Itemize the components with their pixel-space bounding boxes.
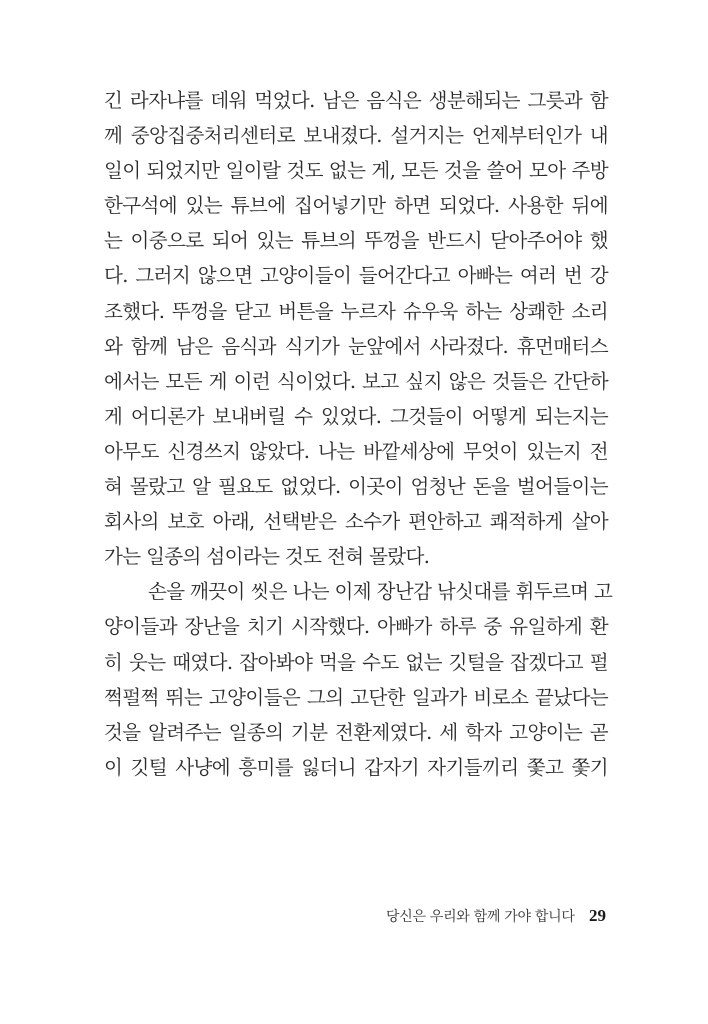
paragraph-2 — [104, 574, 613, 785]
text-line: 다. 그러지 않으면 고양이들이 들어간다고 아빠는 여러 번 강 — [104, 264, 608, 288]
text-line: 아무도 신경쓰지 않았다. 나는 바깥세상에 무엇이 있는지 전 — [104, 439, 608, 463]
page-number: 29 — [589, 906, 606, 925]
text-line: 것을 알려주는 일종의 기분 전환제였다. 세 학자 고양이는 곧 — [104, 720, 608, 744]
text-line: 와 함께 남은 음식과 식기가 눈앞에서 사라졌다. 휴먼매터스 — [104, 334, 608, 358]
page-footer — [386, 906, 606, 926]
text-line: 한구석에 있는 튜브에 집어넣기만 하면 되었다. 사용한 뒤에 — [104, 194, 608, 218]
text-line: 이 깃털 사냥에 흥미를 잃더니 갑자기 자기들끼리 쫓고 쫓기 — [104, 755, 608, 779]
text-line: 쩍펄쩍 뛰는 고양이들은 그의 고단한 일과가 비로소 끝났다는 — [104, 685, 608, 709]
paragraph-1 — [104, 83, 608, 574]
text-line: 가는 일종의 섬이라는 것도 전혀 몰랐다. — [104, 545, 430, 569]
text-line: 회사의 보호 아래, 선택받은 소수가 편안하고 쾌적하게 살아 — [104, 510, 608, 534]
text-line: 히 웃는 때였다. 잡아봐야 먹을 수도 없는 깃털을 잡겠다고 펄 — [104, 650, 608, 674]
text-line: 에서는 모든 게 이런 식이었다. 보고 싶지 않은 것들은 간단하 — [104, 369, 608, 393]
body-text — [104, 83, 613, 785]
text-line: 일이 되었지만 일이랄 것도 없는 게, 모든 것을 쓸어 모아 주방 — [104, 159, 608, 183]
text-line: 께 중앙집중처리센터로 보내졌다. 설거지는 언제부터인가 내 — [104, 124, 608, 148]
text-line: 양이들과 장난을 치기 시작했다. 아빠가 하루 중 유일하게 환 — [104, 615, 608, 639]
text-line: 혀 몰랐고 알 필요도 없었다. 이곳이 엄청난 돈을 벌어들이는 — [104, 475, 608, 499]
text-line: 긴 라자냐를 데워 먹었다. 남은 음식은 생분해되는 그릇과 함 — [104, 89, 608, 112]
text-line: 조했다. 뚜껑을 닫고 버튼을 누르자 슈우욱 하는 상쾌한 소리 — [104, 299, 608, 323]
running-title: 당신은 우리와 함께 가야 합니다 — [386, 909, 575, 925]
text-line: 손을 깨끗이 씻은 나는 이제 장난감 낚싯대를 휘두르며 고 — [148, 580, 613, 604]
text-line: 게 어디론가 보내버릴 수 있었다. 그것들이 어떻게 되는지는 — [104, 404, 608, 428]
text-line: 는 이중으로 되어 있는 튜브의 뚜껑을 반드시 닫아주어야 했 — [104, 229, 608, 253]
